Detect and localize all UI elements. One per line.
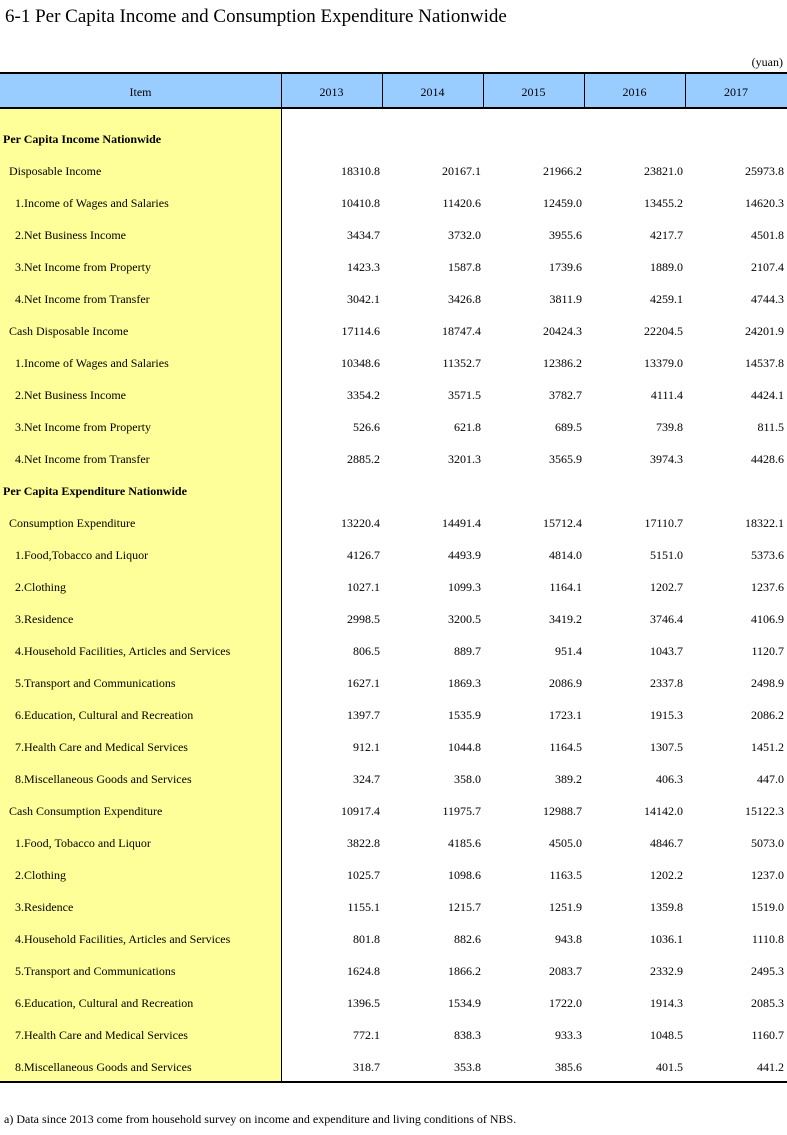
value-cell: 882.6 [454,932,481,946]
value-cell: 1534.9 [448,996,481,1010]
value-cell: 1110.8 [751,932,784,946]
value-cell: 1163.5 [549,868,582,882]
row-label: 2.Clothing [15,868,67,882]
value-cell: 11420.6 [442,196,481,210]
table-row [0,731,787,763]
table-row [0,571,787,603]
value-cell: 11975.7 [442,804,481,818]
value-cell: 1359.8 [650,900,683,914]
value-cell: 1722.0 [549,996,582,1010]
value-cell: 3434.7 [347,228,380,242]
value-cell: 10348.6 [341,356,380,370]
value-cell: 12459.0 [543,196,582,210]
value-cell: 1164.1 [549,580,582,594]
value-cell: 1237.0 [751,868,784,882]
value-cell: 1307.5 [650,740,683,754]
value-cell: 3782.7 [549,388,582,402]
value-cell: 3822.8 [347,836,380,850]
value-cell: 1237.6 [751,580,784,594]
value-cell: 2498.9 [751,676,784,690]
value-cell: 23821.0 [644,164,683,178]
row-label: Disposable Income [9,164,102,178]
value-cell: 806.5 [353,644,380,658]
table-row [0,1019,787,1051]
value-cell: 4493.9 [448,548,481,562]
value-cell: 358.0 [454,772,481,786]
value-cell: 10410.8 [341,196,380,210]
table-row [0,635,787,667]
value-cell: 4106.9 [751,612,784,626]
value-cell: 1915.3 [650,708,683,722]
value-cell: 12386.2 [543,356,582,370]
value-cell: 4185.6 [448,836,481,850]
row-label: Consumption Expenditure [9,516,136,530]
header-year: 2014 [420,85,445,99]
value-cell: 401.5 [656,1060,683,1074]
table-row [0,891,787,923]
value-cell: 951.4 [555,644,582,658]
value-cell: 1251.9 [549,900,582,914]
value-cell: 13220.4 [341,516,380,530]
table-row [0,859,787,891]
value-cell: 621.8 [454,420,481,434]
value-cell: 24201.9 [745,324,784,338]
column-divider [483,72,484,109]
header-year: 2017 [724,85,748,99]
row-label: 5.Transport and Communications [15,676,176,690]
value-cell: 20424.3 [543,324,582,338]
table-row [0,923,787,955]
value-cell: 14620.3 [745,196,784,210]
value-cell: 406.3 [656,772,683,786]
value-cell: 1914.3 [650,996,683,1010]
value-cell: 5073.0 [751,836,784,850]
value-cell: 2083.7 [549,964,582,978]
value-cell: 1048.5 [650,1028,683,1042]
row-label: 2.Clothing [15,580,67,594]
value-cell: 3354.2 [347,388,380,402]
value-cell: 1215.7 [448,900,481,914]
value-cell: 1889.0 [650,260,683,274]
value-cell: 1027.1 [347,580,380,594]
value-cell: 15122.3 [745,804,784,818]
value-cell: 1043.7 [650,644,683,658]
value-cell: 2495.3 [751,964,784,978]
table-row [0,1051,787,1083]
value-cell: 801.8 [353,932,380,946]
value-cell: 441.2 [757,1060,784,1074]
value-cell: 17114.6 [341,324,380,338]
value-cell: 5151.0 [650,548,683,562]
value-cell: 10917.4 [341,804,380,818]
value-cell: 324.7 [353,772,380,786]
row-label: Per Capita Expenditure Nationwide [3,484,187,498]
header-year: 2013 [319,85,344,99]
row-label: 1.Food,Tobacco and Liquor [15,548,149,562]
row-label: 3.Residence [15,612,74,626]
page-title: 6-1 Per Capita Income and Consumption Expenditure Nationwide [5,6,507,27]
table-header [0,72,787,109]
value-cell: 3974.3 [650,452,683,466]
value-cell: 933.3 [555,1028,582,1042]
value-cell: 20167.1 [442,164,481,178]
value-cell: 1025.7 [347,868,380,882]
table-row [0,443,787,475]
table-row [0,347,787,379]
value-cell: 3201.3 [448,452,481,466]
row-label: 6.Education, Cultural and Recreation [15,708,194,722]
value-cell: 1624.8 [347,964,380,978]
value-cell: 3042.1 [347,292,380,306]
value-cell: 4846.7 [650,836,683,850]
row-label: 8.Miscellaneous Goods and Services [15,772,192,786]
table-row [0,187,787,219]
footnote: a) Data since 2013 come from household survey on income and expenditure and living conditions of NBS. [4,1112,517,1126]
row-label: Cash Disposable Income [9,324,129,338]
value-cell: 2086.2 [751,708,784,722]
table-bottom-rule [0,1081,787,1083]
row-label: 4.Net Income from Transfer [15,292,150,306]
row-label: 1.Income of Wages and Salaries [15,196,169,210]
row-label: 3.Net Income from Property [15,420,151,434]
value-cell: 2337.8 [650,676,683,690]
table-row [0,795,787,827]
table-row [0,827,787,859]
row-label: 2.Net Business Income [15,228,126,242]
value-cell: 1155.1 [347,900,380,914]
table-row [0,379,787,411]
table-row [0,155,787,187]
value-cell: 4424.1 [751,388,784,402]
value-cell: 12988.7 [543,804,582,818]
value-cell: 3955.6 [549,228,582,242]
value-cell: 13455.2 [644,196,683,210]
row-label: 4.Household Facilities, Articles and Services [15,644,231,658]
table-row [0,539,787,571]
value-cell: 3426.8 [448,292,481,306]
section-row [0,475,787,507]
value-cell: 4126.7 [347,548,380,562]
header-year: 2015 [521,85,546,99]
value-cell: 18747.4 [442,324,481,338]
value-cell: 4259.1 [650,292,683,306]
value-cell: 4428.6 [751,452,784,466]
value-cell: 385.6 [555,1060,582,1074]
row-label: 1.Food, Tobacco and Liquor [15,836,151,850]
value-cell: 1423.3 [347,260,380,274]
value-cell: 4505.0 [549,836,582,850]
value-cell: 943.8 [555,932,582,946]
table-row [0,699,787,731]
value-cell: 1535.9 [448,708,481,722]
value-cell: 2885.2 [347,452,380,466]
value-cell: 11352.7 [442,356,481,370]
table-row [0,763,787,795]
value-cell: 2085.3 [751,996,784,1010]
column-divider [584,72,585,109]
row-label: Cash Consumption Expenditure [9,804,163,818]
value-cell: 21966.2 [543,164,582,178]
value-cell: 2086.9 [549,676,582,690]
value-cell: 1044.8 [448,740,481,754]
value-cell: 1202.2 [650,868,683,882]
value-cell: 526.6 [353,420,380,434]
value-cell: 4744.3 [751,292,784,306]
table-row [0,411,787,443]
table-row [0,955,787,987]
value-cell: 318.7 [353,1060,380,1074]
row-label: 5.Transport and Communications [15,964,176,978]
header-item: Item [129,85,152,99]
table-row [0,251,787,283]
header-year: 2016 [622,85,647,99]
row-label: 6.Education, Cultural and Recreation [15,996,194,1010]
table-row [0,667,787,699]
row-label: 4.Net Income from Transfer [15,452,150,466]
value-cell: 838.3 [454,1028,481,1042]
value-cell: 14491.4 [442,516,481,530]
value-cell: 14537.8 [745,356,784,370]
row-label: 3.Residence [15,900,74,914]
value-cell: 389.2 [555,772,582,786]
value-cell: 1120.7 [751,644,784,658]
value-cell: 1164.5 [549,740,582,754]
value-cell: 739.8 [656,420,683,434]
value-cell: 3732.0 [448,228,481,242]
value-cell: 811.5 [757,420,784,434]
row-label: 4.Household Facilities, Articles and Services [15,932,231,946]
table-row [0,987,787,1019]
row-label: 7.Health Care and Medical Services [15,1028,188,1042]
table-row [0,283,787,315]
value-cell: 4111.4 [650,388,683,402]
value-cell: 353.8 [454,1060,481,1074]
value-cell: 18322.1 [745,516,784,530]
value-cell: 17110.7 [644,516,683,530]
value-cell: 447.0 [757,772,784,786]
column-divider [685,72,686,109]
row-label: 2.Net Business Income [15,388,126,402]
value-cell: 1160.7 [751,1028,784,1042]
value-cell: 5373.6 [751,548,784,562]
value-cell: 772.1 [353,1028,380,1042]
value-cell: 1587.8 [448,260,481,274]
value-cell: 18310.8 [341,164,380,178]
value-cell: 1397.7 [347,708,380,722]
value-cell: 1866.2 [448,964,481,978]
value-cell: 889.7 [454,644,481,658]
value-cell: 4501.8 [751,228,784,242]
value-cell: 1519.0 [751,900,784,914]
value-cell: 13379.0 [644,356,683,370]
value-cell: 1098.6 [448,868,481,882]
value-cell: 3811.9 [549,292,582,306]
value-cell: 1869.3 [448,676,481,690]
section-row [0,123,787,155]
row-label: 3.Net Income from Property [15,260,151,274]
value-cell: 3419.2 [549,612,582,626]
value-cell: 912.1 [353,740,380,754]
value-cell: 2998.5 [347,612,380,626]
value-cell: 3565.9 [549,452,582,466]
value-cell: 3200.5 [448,612,481,626]
table-row [0,315,787,347]
value-cell: 1723.1 [549,708,582,722]
value-cell: 1099.3 [448,580,481,594]
value-cell: 2332.9 [650,964,683,978]
value-cell: 1396.5 [347,996,380,1010]
value-cell: 2107.4 [751,260,784,274]
table-row [0,603,787,635]
value-cell: 15712.4 [543,516,582,530]
column-divider [382,72,383,109]
table-row [0,507,787,539]
value-cell: 4814.0 [549,548,582,562]
value-cell: 14142.0 [644,804,683,818]
value-cell: 689.5 [555,420,582,434]
column-divider [281,72,282,1082]
row-label: 8.Miscellaneous Goods and Services [15,1060,192,1074]
value-cell: 1036.1 [650,932,683,946]
row-label: Per Capita Income Nationwide [3,132,162,146]
value-cell: 4217.7 [650,228,683,242]
value-cell: 1739.6 [549,260,582,274]
value-cell: 1451.2 [751,740,784,754]
value-cell: 1202.7 [650,580,683,594]
table-row [0,219,787,251]
row-label: 1.Income of Wages and Salaries [15,356,169,370]
row-label: 7.Health Care and Medical Services [15,740,188,754]
value-cell: 3571.5 [448,388,481,402]
value-cell: 1627.1 [347,676,380,690]
unit-label: (yuan) [751,55,783,69]
value-cell: 25973.8 [745,164,784,178]
value-cell: 22204.5 [644,324,683,338]
value-cell: 3746.4 [650,612,683,626]
